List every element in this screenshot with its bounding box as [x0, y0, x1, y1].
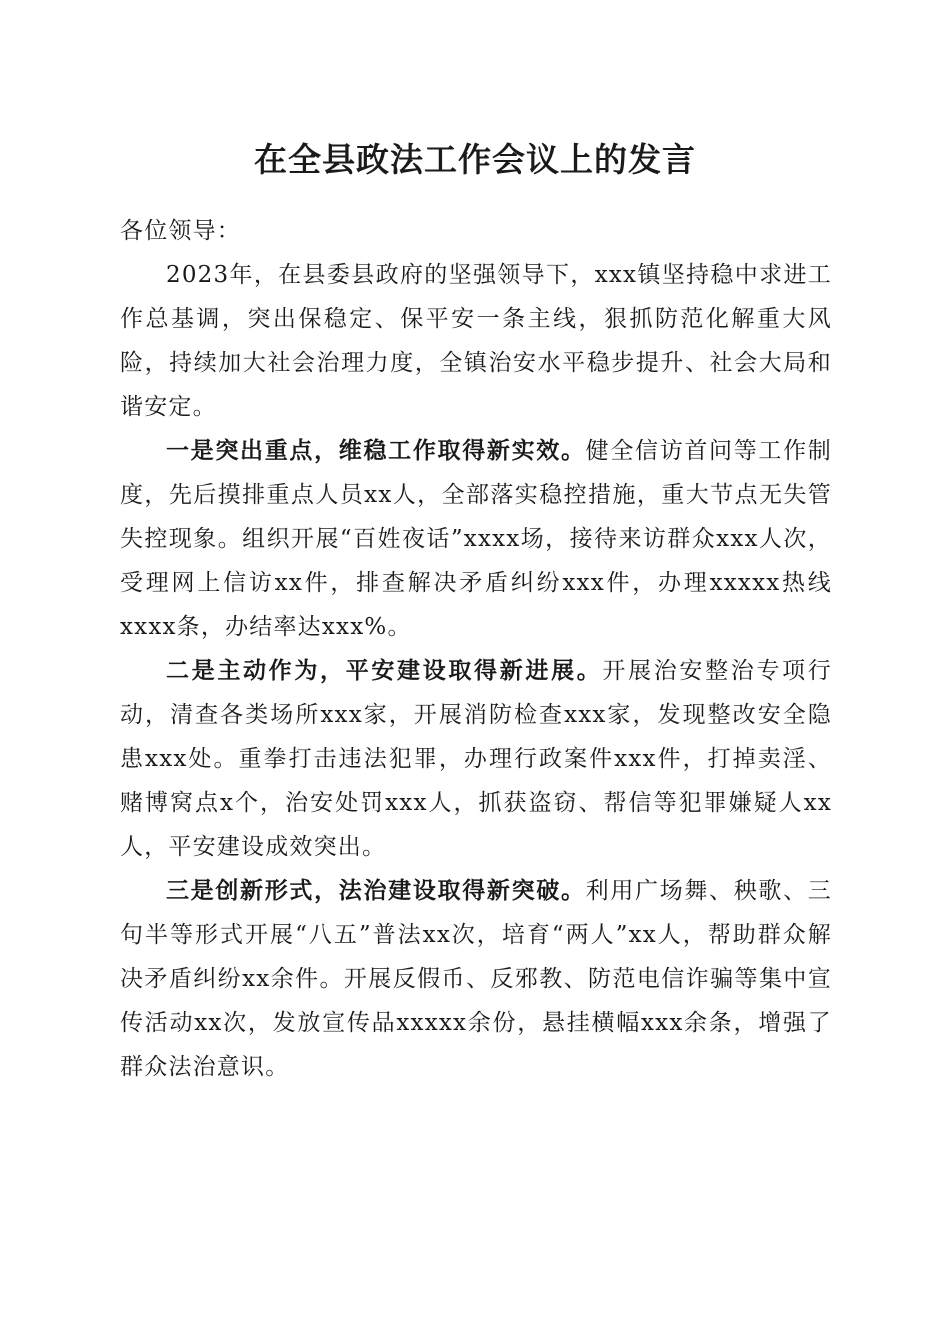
- section-text-1: 健全信访首问等工作制度，先后摸排重点人员xx人，全部落实稳控措施，重大节点无失管失控现象。组织开展“百姓夜话”xxxx场，接待来访群众xxx人次，受理网上信访xx件，排查解决矛盾纠纷xxx件，办理xxxxx热线xxxx条，办结率达xxx%。: [120, 438, 832, 640]
- section-lead-3: 三是创新形式，法治建设取得新突破。: [166, 877, 586, 904]
- section-text-3: 利用广场舞、秧歌、三句半等形式开展“八五”普法xx次，培育“两人”xx人，帮助群众解决矛盾纠纷xx余件。开展反假币、反邪教、防范电信诈骗等集中宣传活动xx次，发放宣传品xxxxx余份，悬挂横幅xxx余条，增强了群众法治意识。: [120, 878, 832, 1080]
- intro-paragraph: 2023年，在县委县政府的坚强领导下，xxx镇坚持稳中求进工作总基调，突出保稳定、保平安一条主线，狠抓防范化解重大风险，持续加大社会治理力度，全镇治安水平稳步提升、社会大局和谐安定。: [120, 262, 832, 420]
- section-lead-2: 二是主动作为，平安建设取得新进展。: [166, 657, 603, 684]
- section-lead-1: 一是突出重点，维稳工作取得新实效。: [166, 437, 586, 464]
- document-body: [120, 209, 832, 1089]
- section-paragraph-3: [120, 869, 832, 1089]
- section-paragraph-2: [120, 649, 832, 869]
- document-title: 在全县政法工作会议上的发言: [254, 140, 696, 179]
- salutation: 各位领导：: [120, 218, 241, 244]
- section-paragraph-1: [120, 429, 832, 649]
- section-text-2: 开展治安整治专项行动，清查各类场所xxx家，开展消防检查xxx家，发现整改安全隐患xxx处。重拳打击违法犯罪，办理行政案件xxx件，打掉卖淫、赌博窝点x个，治安处罚xxx人，抓获盗窃、帮信等犯罪嫌疑人xx人，平安建设成效突出。: [120, 658, 832, 860]
